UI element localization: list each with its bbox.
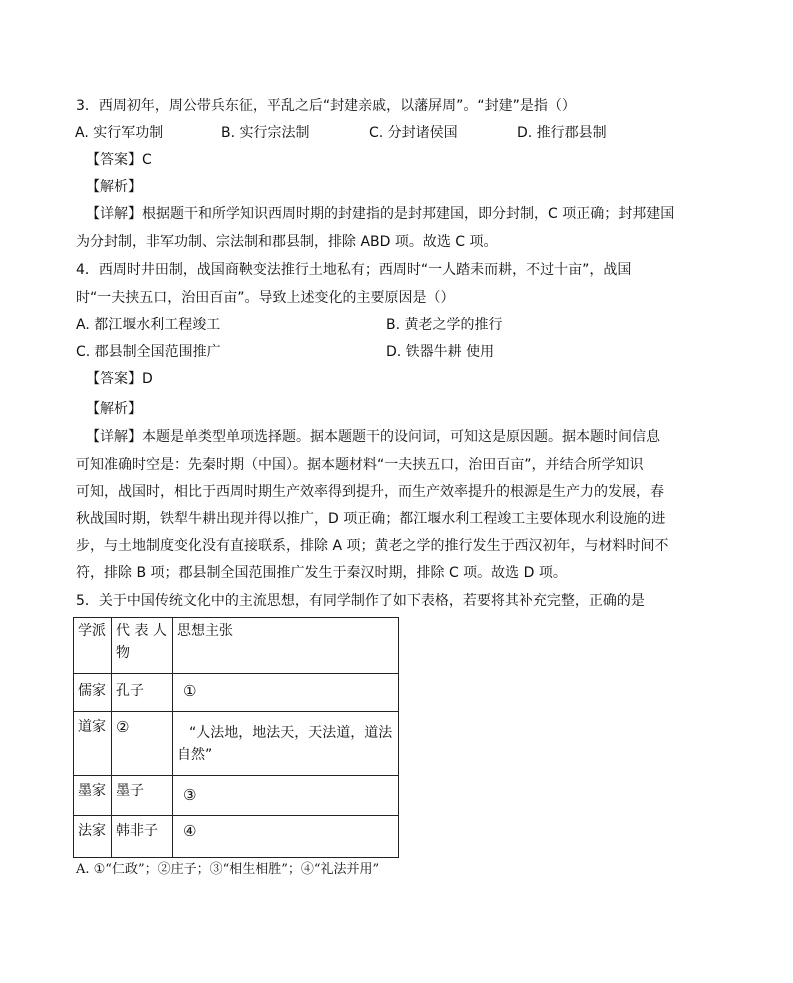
q4-analysis-label: 【解析】 — [86, 401, 142, 417]
q4-detail-line-6: 符，排除 B 项；郡县制全国范围推广发生于秦汉时期，排除 C 项。故选 D 项。 — [76, 565, 567, 581]
table-cell: 法家 — [74, 816, 112, 858]
q4-option-a: A. 都江堰水利工程竣工 — [76, 317, 221, 333]
table-cell: ③ — [173, 776, 399, 816]
q4-detail-line-4: 秋战国时期，铁犁牛耕出现并得以推广，D 项正确；都江堰水利工程竣工主要体现水利设施的进 — [76, 511, 666, 527]
table-cell: ④ — [173, 816, 399, 858]
q4-stem-line-2: 时“一夫挟五口，治田百亩”。导致上述变化的主要原因是（） — [76, 290, 455, 306]
q3-option-b: B. 实行宗法制 — [221, 125, 310, 141]
table-row — [74, 776, 399, 816]
q4-option-c: C. 郡县制全国范围推广 — [76, 344, 221, 360]
table-cell: 韩非子 — [112, 816, 173, 858]
q3-analysis-label: 【解析】 — [86, 179, 142, 195]
q3-detail-line-2: 为分封制，非军功制、宗法制和郡县制，排除 ABD 项。故选 C 项。 — [76, 234, 498, 250]
q3-option-c: C. 分封诸侯国 — [369, 125, 458, 141]
q4-detail-line-5: 步，与土地制度变化没有直接联系，排除 A 项；黄老之学的推行发生于西汉初年，与材料时间不 — [76, 538, 669, 554]
table-cell: ② — [112, 712, 173, 776]
q4-answer: 【答案】D — [86, 371, 153, 387]
q5-stem: 5．关于中国传统文化中的主流思想，有同学制作了如下表格，若要将其补充完整，正确的是 — [76, 593, 645, 609]
table-header-cell: 学派 — [74, 618, 112, 674]
q3-option-a: A. 实行军功制 — [75, 125, 164, 141]
q4-detail-line-3: 可知，战国时，相比于西周时期生产效率得到提升，而生产效率提升的根源是生产力的发展，春 — [76, 484, 664, 500]
q3-option-d: D. 推行郡县制 — [517, 125, 607, 141]
table-header-cell: 思想主张 — [173, 618, 399, 674]
q5-option-a: A. ①“仁政”；②庄子；③“相生相胜”；④“礼法并用” — [76, 862, 380, 877]
q4-option-d: D. 铁器牛耕 使用 — [386, 344, 495, 360]
table-cell: 孔子 — [112, 674, 173, 712]
table-cell: 儒家 — [74, 674, 112, 712]
q3-answer: 【答案】C — [86, 152, 152, 168]
table-header-cell: 代 表 人物 — [112, 618, 173, 674]
table-row — [74, 816, 399, 858]
q3-stem: 3．西周初年，周公带兵东征，平乱之后“封建亲戚，以藩屏周”。“封建”是指（） — [76, 98, 576, 114]
table-header-row — [74, 618, 399, 674]
table-cell: 墨子 — [112, 776, 173, 816]
table-cell: ① — [173, 674, 399, 712]
table-cell: “人法地，地法天，天法道，道法自然” — [173, 712, 399, 776]
schools-table — [73, 617, 399, 858]
table-row — [74, 674, 399, 712]
table-cell: 墨家 — [74, 776, 112, 816]
q3-detail-line-1: 【详解】根据题干和所学知识西周时期的封建指的是封邦建国，即分封制，C 项正确；封邦建国 — [86, 206, 675, 222]
q4-option-b: B. 黄老之学的推行 — [386, 317, 503, 333]
table-cell: 道家 — [74, 712, 112, 776]
q4-detail-line-2: 可知准确时空是：先秦时期（中国）。据本题材料“一夫挟五口，治田百亩”，并结合所学知识 — [76, 457, 644, 473]
q4-stem-line-1: 4．西周时井田制，战国商鞅变法推行土地私有；西周时“一人踏耒而耕，不过十亩”，战国 — [76, 262, 632, 278]
q4-detail-line-1: 【详解】本题是单类型单项选择题。据本题题干的设问词，可知这是原因题。据本题时间信息 — [86, 429, 660, 445]
table-row — [74, 712, 399, 776]
